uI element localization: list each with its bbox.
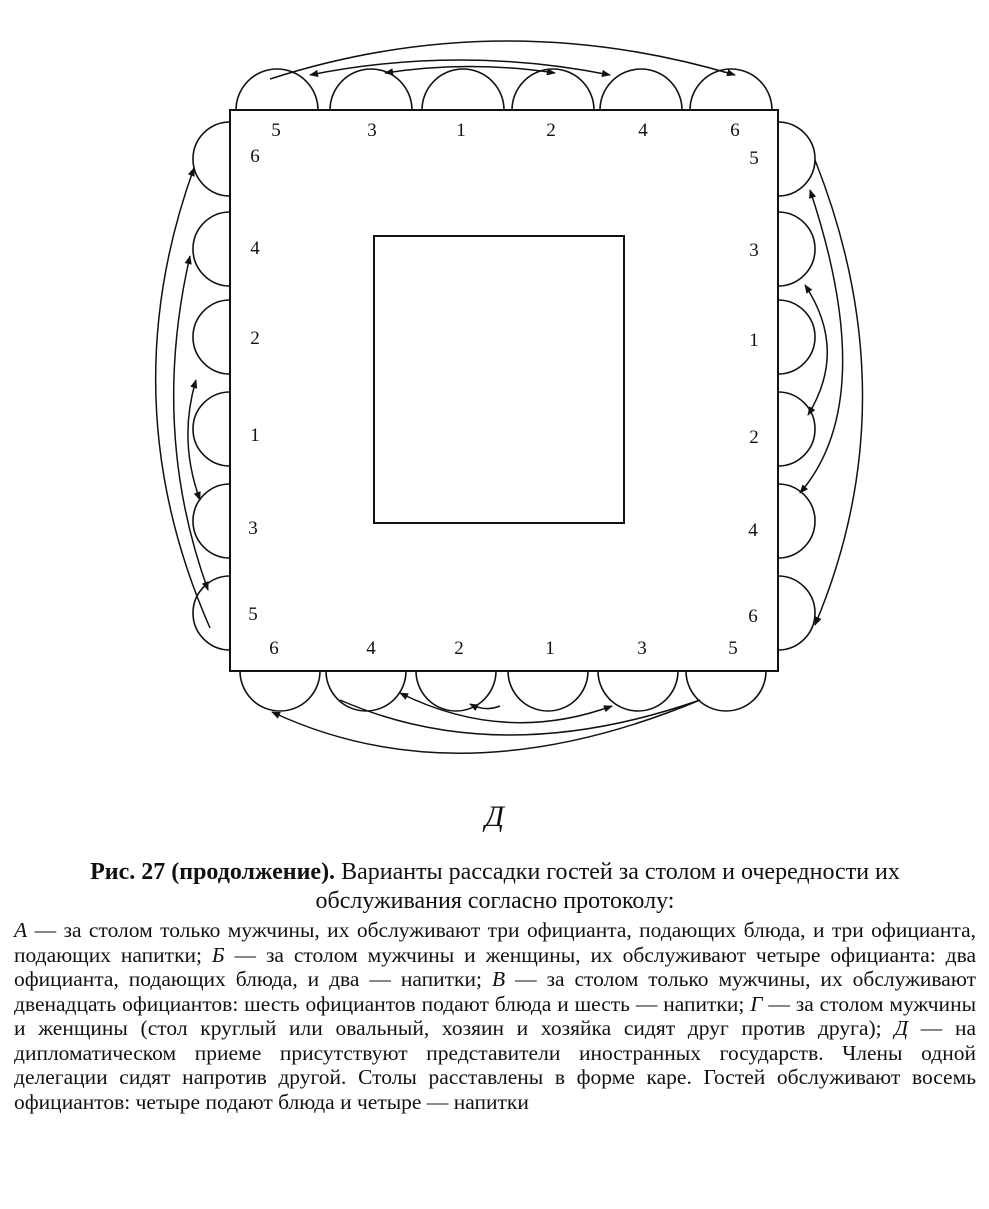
seat-number-bottom-4: 1 (545, 638, 555, 659)
caption-item-letter: А (14, 918, 28, 942)
chair-left-4 (193, 392, 230, 466)
seat-number-top-5: 4 (638, 120, 648, 141)
caption-item-letter: В (491, 967, 506, 991)
seat-number-top-6: 6 (730, 120, 740, 141)
chair-bottom-1 (240, 671, 320, 711)
chair-right-2 (778, 212, 815, 286)
seat-number-bottom-5: 3 (637, 638, 647, 659)
seat-number-right-5: 4 (748, 520, 758, 541)
chair-right-5 (778, 484, 815, 558)
chair-right-4 (778, 392, 815, 466)
seat-number-right-4: 2 (749, 427, 759, 448)
chair-left-1 (193, 122, 230, 196)
caption-item-letter: Д (894, 1016, 909, 1040)
caption-item-text: — за столом только мужчины, их обслуживают двенадцать официантов: шесть официантов подают блюда и шесть — напитки; (14, 967, 977, 1016)
chair-bottom-4 (508, 671, 588, 711)
arrow-left-outer (156, 168, 210, 628)
variant-label: Д (484, 800, 505, 833)
arrow-bottom-middle (340, 700, 700, 735)
arrow-right-inner (805, 285, 827, 415)
chair-left-2 (193, 212, 230, 286)
seat-number-top-3: 1 (456, 120, 466, 141)
arrow-right-middle (800, 190, 843, 493)
seat-number-bottom-6: 5 (728, 638, 738, 659)
caption-item-letter: Г (750, 991, 763, 1016)
caption-item-text: — за столом мужчины и женщины, их обслуживают четыре официанта: два официанта, подающих блюда, и два — напитки; (14, 942, 977, 991)
chair-top-3 (422, 69, 504, 110)
seat-number-left-6: 5 (248, 604, 258, 625)
seat-number-left-1: 6 (250, 146, 260, 167)
seat-number-bottom-3: 2 (454, 638, 464, 659)
chair-left-3 (193, 300, 230, 374)
arrow-bottom-inner (400, 693, 612, 723)
chair-right-6 (778, 576, 815, 650)
caption-title-rest: Варианты рассадки гостей за столом и очередности их обслуживания согласно протоколу: (315, 859, 900, 914)
seat-number-left-3: 2 (250, 328, 260, 349)
chair-bottom-6 (686, 671, 766, 711)
figure-caption (14, 858, 976, 1114)
seat-number-right-2: 3 (749, 240, 759, 261)
seat-number-top-2: 3 (367, 120, 377, 141)
seat-number-right-1: 5 (749, 148, 759, 169)
caption-item-text: — на дипломатическом приеме присутствуют представители иностранных государств. Члены одной делегации сидят напротив другой. Столы расставлены в форме каре. Гостей обслуживают восемь официантов: четыре подают блюда и четыре — напитки (14, 1016, 977, 1114)
chair-top-5 (600, 69, 682, 110)
chair-top-4 (512, 69, 594, 110)
seat-number-top-1: 5 (271, 120, 281, 141)
seat-number-left-5: 3 (248, 518, 258, 539)
caption-title (14, 858, 976, 916)
chair-top-6 (690, 69, 772, 110)
chair-top-1 (236, 69, 318, 110)
arrow-top-outer (270, 41, 735, 79)
caption-item-text: — за столом мужчины и женщины (стол круглый или овальный, хозяин и хозяйка сидят друг против друга); (14, 991, 977, 1040)
seat-number-bottom-2: 4 (366, 638, 376, 659)
seat-number-left-2: 4 (250, 238, 260, 259)
chair-right-1 (778, 122, 815, 196)
chair-bottom-2 (326, 671, 406, 711)
caption-body (14, 918, 976, 1114)
seat-number-right-6: 6 (748, 606, 758, 627)
chair-top-2 (330, 69, 412, 110)
seat-number-left-4: 1 (250, 425, 260, 446)
arrow-bottom-small (470, 704, 500, 709)
caption-item-letter: Б (211, 942, 225, 967)
chair-bottom-5 (598, 671, 678, 711)
chair-left-6 (193, 576, 230, 650)
caption-title-bold: Рис. 27 (продолжение). (90, 859, 336, 885)
caption-item-text: — за столом только мужчины, их обслуживают три официанта, подающих блюда, и три официанта, подающих напитки; (14, 918, 977, 967)
seat-number-bottom-1: 6 (269, 638, 279, 659)
table-outer (230, 110, 778, 671)
seat-number-right-3: 1 (749, 330, 759, 351)
seat-number-top-4: 2 (546, 120, 556, 141)
chair-right-3 (778, 300, 815, 374)
